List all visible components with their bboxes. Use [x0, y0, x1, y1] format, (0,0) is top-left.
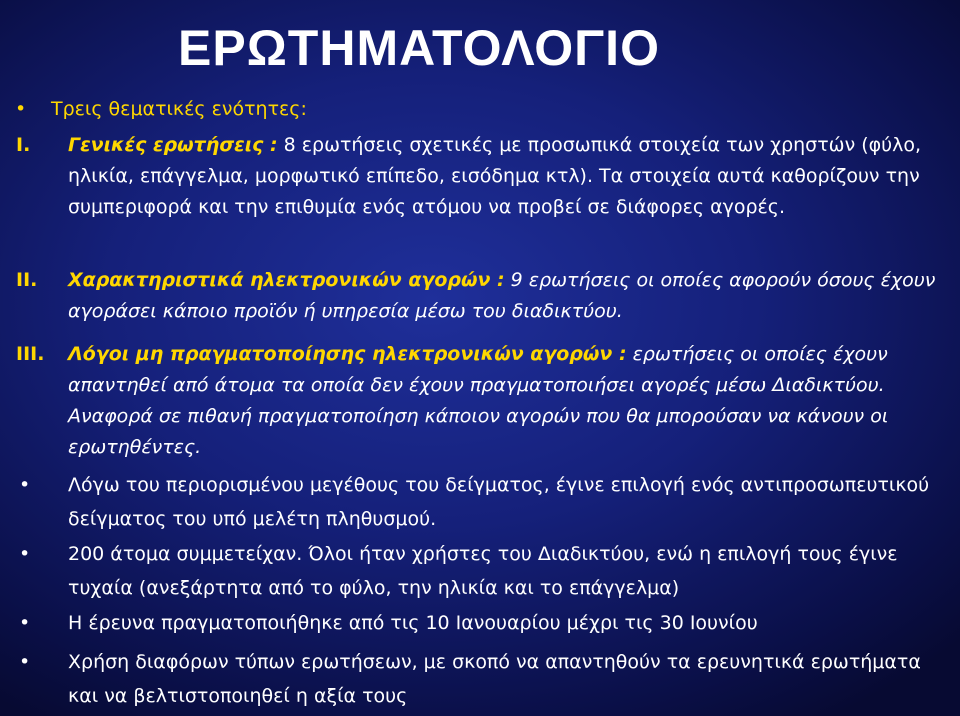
- intro-text: Τρεις θεματικές ενότητες:: [51, 98, 307, 120]
- section-body: 9 ερωτήσεις οι οποίες αφορούν όσους έχουν αγοράσει κάποιο προϊόν ή υπηρεσία μέσω του διαδικτύου.: [68, 269, 936, 322]
- bullet-text: Χρήση διαφόρων τύπων ερωτήσεων, με σκοπό να απαντηθούν τα ερευνητικά ερωτήματα και να βελτιστοποιηθεί η αξία τους: [68, 651, 921, 707]
- slide-title: ΕΡΩΤΗΜΑΤΟΛΟΓΙΟ: [178, 20, 660, 76]
- section-numeral: III.: [16, 343, 45, 365]
- bullet-icon: •: [15, 98, 27, 120]
- bullet-text: Η έρευνα πραγματοποιήθηκε από τις 10 Ιανουαρίου μέχρι τις 30 Ιουνίου: [68, 612, 758, 634]
- section-lead: Χαρακτηριστικά ηλεκτρονικών αγορών :: [68, 269, 505, 291]
- section-lead: Γενικές ερωτήσεις :: [68, 134, 278, 156]
- bullet-icon: •: [19, 543, 31, 565]
- section-body: 8 ερωτήσεις σχετικές με προσωπικά στοιχεία των χρηστών (φύλο, ηλικία, επάγγελμα, μορφωτικό επίπεδο, εισόδημα κτλ). Τα στοιχεία αυτά καθορίζουν την συμπεριφορά και την επιθυμία ενός ατόμου να προβεί σε διάφορες αγορές.: [68, 134, 922, 218]
- section-text: [68, 265, 948, 327]
- section-text: [68, 339, 948, 463]
- bullet-text: 200 άτομα συμμετείχαν. Όλοι ήταν χρήστες του Διαδικτύου, ενώ η επιλογή τους έγινε τυχαία (ανεξάρτητα από το φύλο, την ηλικία και το επάγγελμα): [68, 543, 898, 599]
- section-text: [68, 130, 948, 223]
- section-body: ερωτήσεις οι οποίες έχουν απαντηθεί από άτομα τα οποία δεν έχουν πραγματοποιήσει αγορές μέσω Διαδικτύου. Αναφορά σε πιθανή πραγματοποίηση κάποιον αγορών που θα μπορούσαν να κάνουν οι ερωτηθέντες.: [68, 343, 889, 458]
- section-numeral: II.: [16, 269, 38, 291]
- section-numeral: I.: [16, 134, 31, 156]
- bullet-icon: •: [19, 612, 31, 634]
- bullet-text: Λόγω του περιορισμένου μεγέθους του δείγματος, έγινε επιλογή ενός αντιπροσωπευτικού δείγματος του υπό μελέτη πληθυσμού.: [68, 474, 930, 530]
- section-lead: Λόγοι μη πραγματοποίησης ηλεκτρονικών αγορών :: [68, 343, 627, 365]
- bullet-icon: •: [19, 474, 31, 496]
- bullet-icon: •: [19, 651, 31, 673]
- intro-line: [15, 95, 307, 123]
